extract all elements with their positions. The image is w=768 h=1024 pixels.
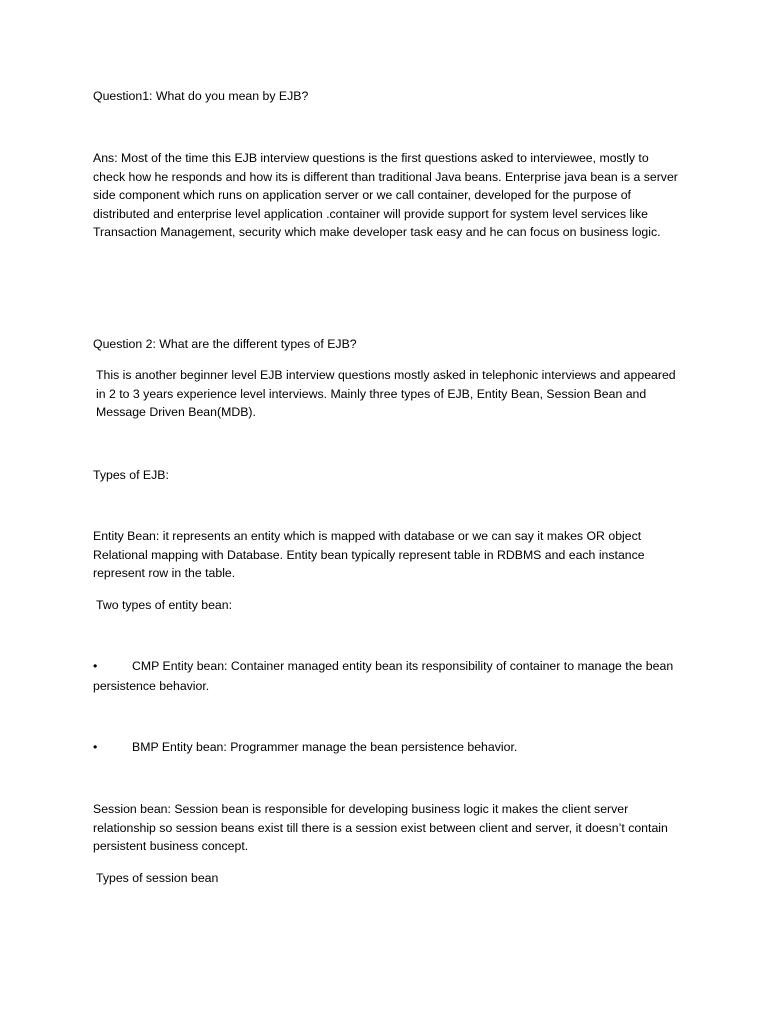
question-1-answer: Ans: Most of the time this EJB interview questions is the first questions asked to interviewee, mostly to check how he responds and how its is different than traditional Java beans. Enterprise java bean is a server side component which runs on application server or we call container, developed for the purpose of distributed and enterprise level application .container will provide support for system level services like Transaction Management, security which make developer task easy and he can focus on business logic. (93, 151, 678, 240)
question-1-heading: Question1: What do you mean by EJB? (93, 89, 309, 103)
session-bean-paragraph: Session bean: Session bean is responsible for developing business logic it makes the client server relationship so session beans exist till there is a session exist between client and server, it doesn’t contain persistent business concept. (93, 802, 668, 854)
bullet-icon: • (93, 740, 98, 754)
cmp-entity-bean-text: CMP Entity bean: Container managed entity bean its responsibility of container to manage the bean persistence behavior. (93, 659, 674, 693)
entity-bean-types-heading: Two types of entity bean: (96, 598, 233, 612)
session-bean-types-heading: Types of session bean (96, 871, 219, 885)
types-of-ejb-heading: Types of EJB: (93, 468, 169, 482)
question-2-answer: This is another beginner level EJB interview questions mostly asked in telephonic interviews and appeared in 2 to 3 years experience level interviews. Mainly three types of EJB, Entity Bean, Session Bean and Message Driven Bean(MDB). (96, 368, 676, 420)
list-item (93, 738, 683, 758)
list-item (93, 657, 683, 696)
bullet-icon: • (93, 659, 98, 673)
question-2-heading: Question 2: What are the different types of EJB? (93, 337, 357, 351)
entity-bean-paragraph: Entity Bean: it represents an entity which is mapped with database or we can say it makes OR object Relational mapping with Database. Entity bean typically represent table in RDBMS and each instance represent row in the table. (93, 529, 645, 581)
bmp-entity-bean-text: BMP Entity bean: Programmer manage the bean persistence behavior. (132, 740, 518, 754)
